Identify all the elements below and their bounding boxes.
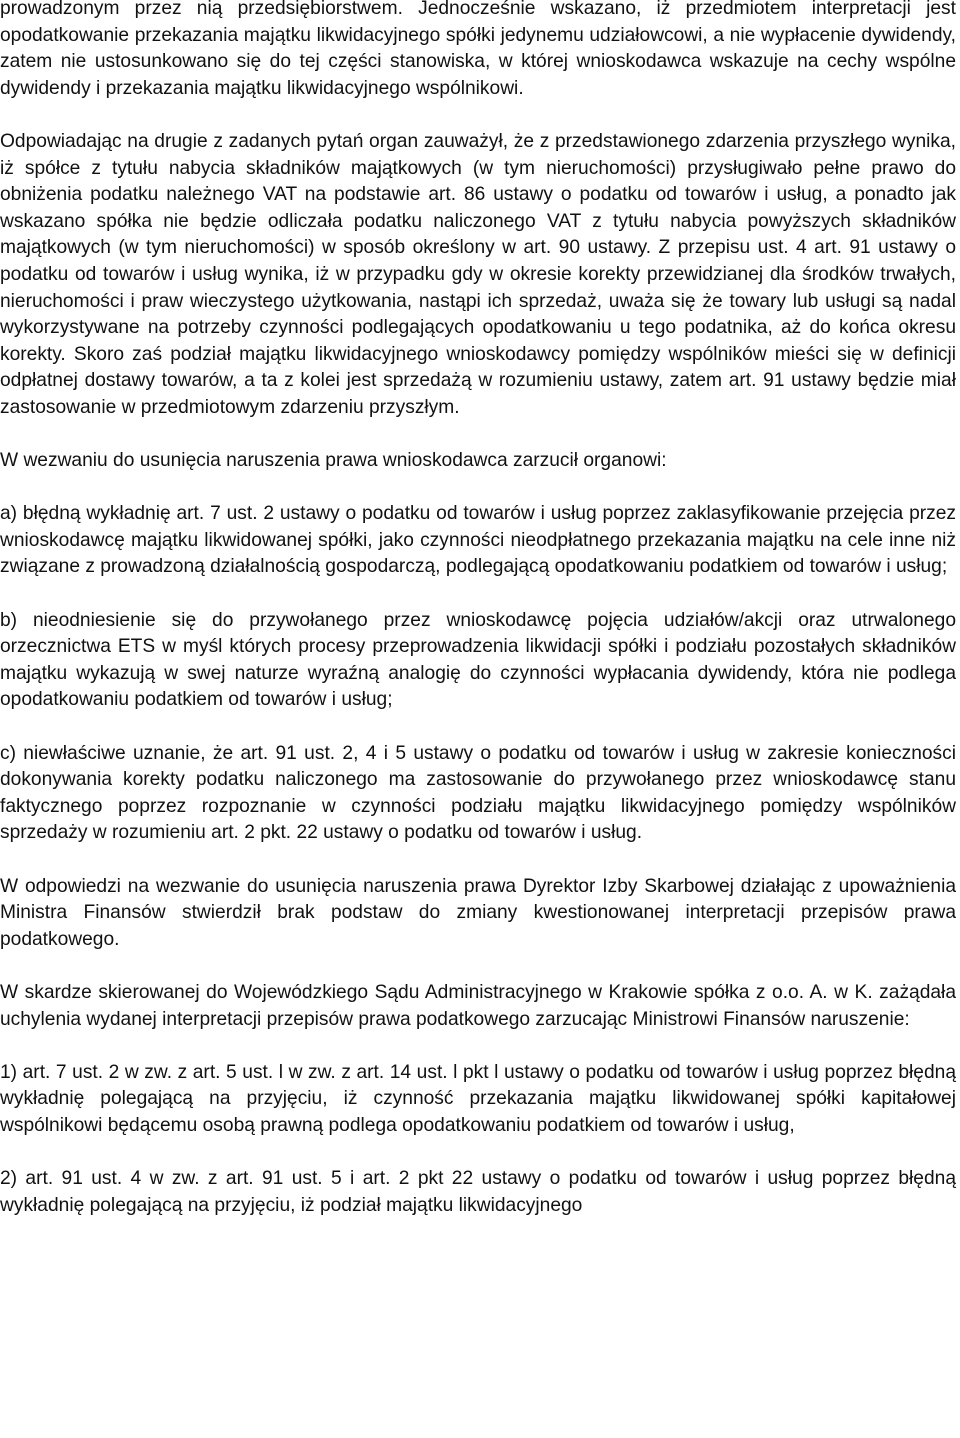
paragraph-complaint: W skardze skierowanej do Wojewódzkiego Sądu Administracyjnego w Krakowie spółka z o.o. A. w K. zażądała uchylenia wydanej interpretacji przepisów prawa podatkowego zarzucając Ministrowi Finansów naruszenie:	[0, 981, 956, 1030]
list-item-b: b) nieodniesienie się do przywołanego przez wnioskodawcę pojęcia udziałów/akcji oraz utrwalonego orzecznictwa ETS w myśl których procesy przeprowadzenia likwidacji spółki i podziału pozostałych składników majątku wykazują w swej naturze wyraźną analogię do czynności wypłacania dywidendy, która nie podlega opodatkowaniu podatkiem od towarów i usług;	[0, 609, 956, 711]
paragraph-intro-continuation: prowadzonym przez nią przedsiębiorstwem. Jednocześnie wskazano, iż przedmiotem interpretacji jest opodatkowanie przekazania majątku likwidacyjnego spółki jedynemu udziałowcowi, a nie wypłacenie dywidendy, zatem nie ustosunkowano się do tej części stanowiska, w której wnioskodawca wskazuje na cechy wspólne dywidendy i przekazania majątku likwidacyjnego wspólnikowi.	[0, 0, 956, 99]
list-item-c: c) niewłaściwe uznanie, że art. 91 ust. 2, 4 i 5 ustawy o podatku od towarów i usług w zakresie konieczności dokonywania korekty podatku naliczonego ma zastosowanie do przywołanego przez wnioskodawcę stanu faktycznego poprzez rozpoznanie w czynności podziału majątku likwidacyjnego pomiędzy wspólników sprzedaży w rozumieniu art. 2 pkt. 22 ustawy o podatku od towarów i usług.	[0, 742, 956, 844]
list-item-2: 2) art. 91 ust. 4 w zw. z art. 91 ust. 5 i art. 2 pkt 22 ustawy o podatku od towarów i usług poprzez błędną wykładnię polegającą na przyjęciu, iż podział majątku likwidacyjnego	[0, 1168, 956, 1216]
list-item-a: a) błędną wykładnię art. 7 ust. 2 ustawy o podatku od towarów i usług poprzez zaklasyfikowanie przejęcia przez wnioskodawcę majątku likwidowanej spółki, jako czynności nieodpłatnego przekazania majątku na cele inne niż związane z prowadzoną działalnością gospodarczą, podlegającą opodatkowaniu podatkiem od towarów i usług;	[0, 503, 956, 578]
paragraph-second-question: Odpowiadając na drugie z zadanych pytań organ zauważył, że z przedstawionego zdarzenia przyszłego wynika, iż spółce z tytułu nabycia składników majątkowych (w tym nieruchomości) przysługiwało pełne prawo do obniżenia podatku należnego VAT na podstawie art. 86 ustawy o podatku od towarów i usług, a ponadto jak wskazano spółka nie będzie odliczała podatku naliczonego VAT z tytułu nabycia powyższych składników majątkowych (w tym nieruchomości) w sposób określony w art. 90 ustawy. Z przepisu ust. 4 art. 91 ustawy o podatku od towarów i usług wynika, iż w przypadku gdy w okresie korekty przewidzianej dla środków trwałych, nieruchomości i praw wieczystego użytkowania, nastąpi ich sprzedaż, uważa się że towary lub usługi są nadal wykorzystywane na potrzeby czynności podlegających opodatkowaniu u tego podatnika, aż do końca okresu korekty. Skoro zaś podział majątku likwidacyjnego wnioskodawcy pomiędzy wspólników mieści się w definicji odpłatnej dostawy towarów, a ta z kolei jest sprzedażą w rozumieniu ustawy, zatem art. 91 ustawy będzie miał zastosowanie w przedmiotowym zdarzeniu przyszłym.	[0, 130, 956, 418]
paragraph-response: W odpowiedzi na wezwanie do usunięcia naruszenia prawa Dyrektor Izby Skarbowej działając z upoważnienia Ministra Finansów stwierdził brak podstaw do zmiany kwestionowanej interpretacji przepisów prawa podatkowego.	[0, 875, 956, 950]
paragraph-summons-intro: W wezwaniu do usunięcia naruszenia prawa wnioskodawca zarzucił organowi:	[0, 450, 667, 472]
list-item-1: 1) art. 7 ust. 2 w zw. z art. 5 ust. l w zw. z art. 14 ust. l pkt l ustawy o podatku od towarów i usług poprzez błędną wykładnię polegającą na przyjęciu, iż czynność przekazania majątku likwidowanej spółki kapitałowej wspólnikowi będącemu osobą prawną podlega opodatkowaniu podatkiem od towarów i usług,	[0, 1061, 956, 1136]
